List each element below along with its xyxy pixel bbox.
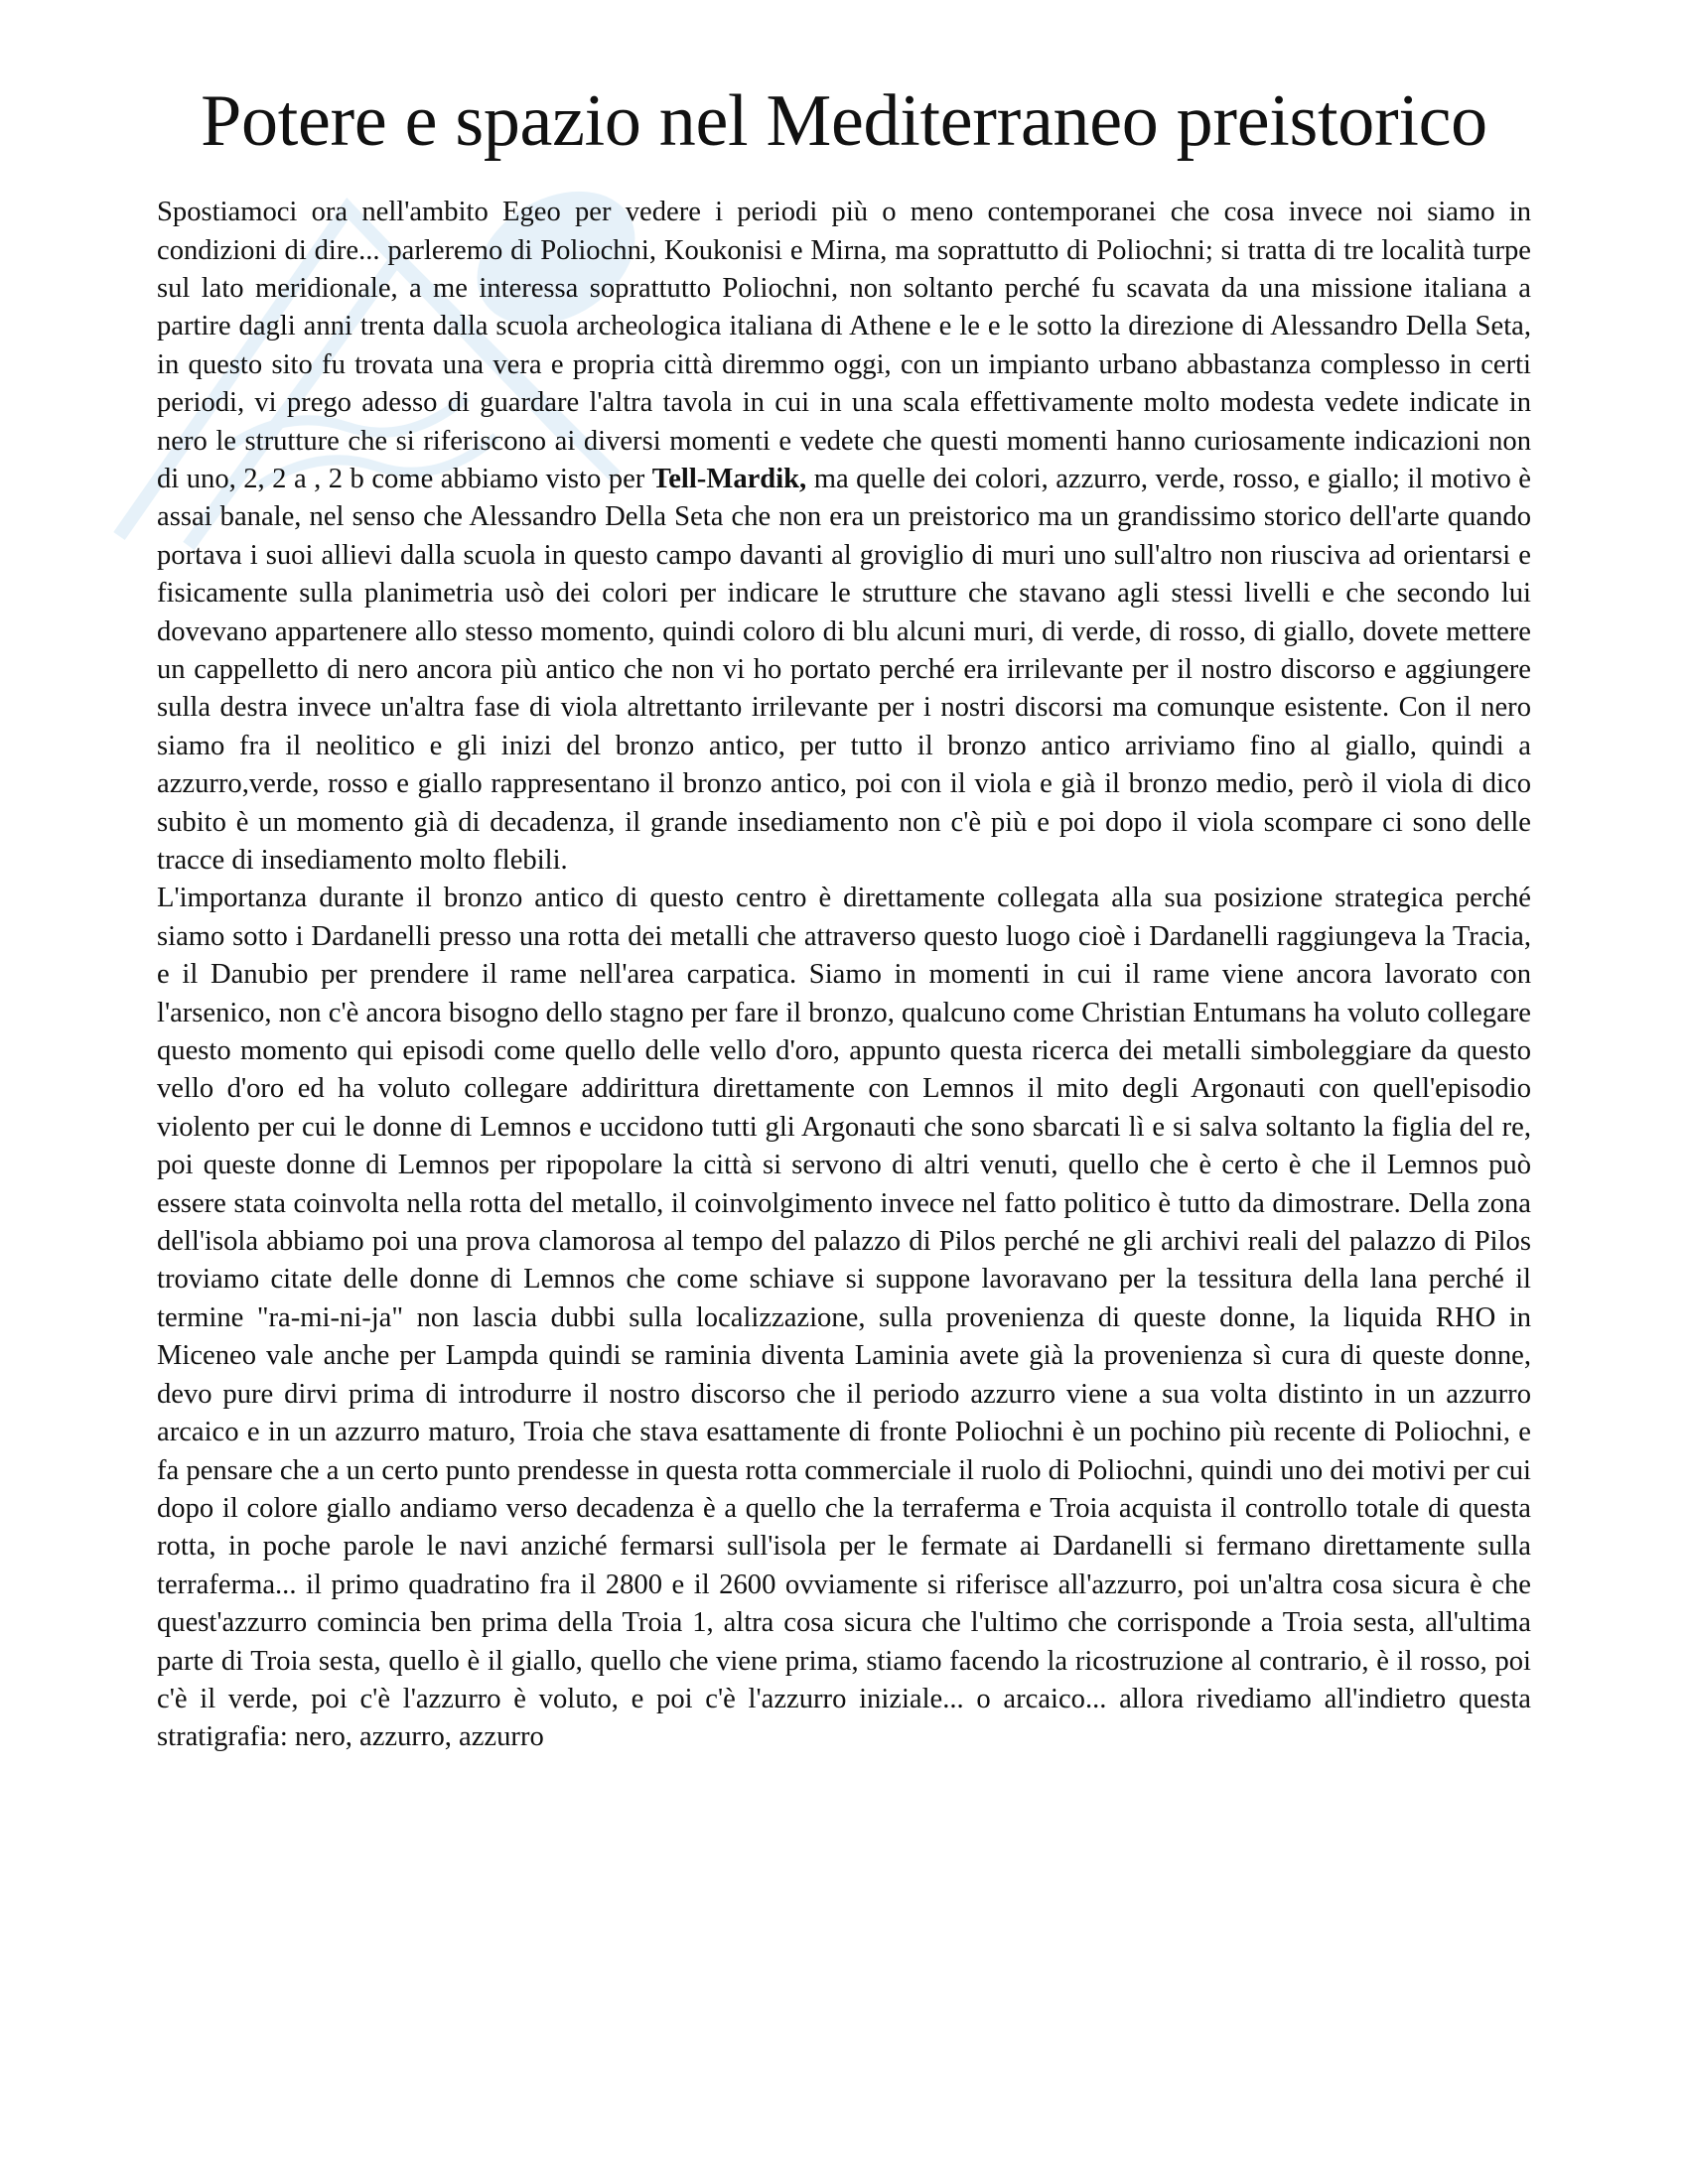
paragraph-1-text-end: ma quelle dei colori, azzurro, verde, rosso, e giallo; il motivo è assai banale, nel senso che Alessandro Della Seta che non era un preistorico ma un grandissimo storico dell'arte quando portava i suoi allievi dalla scuola in questo campo davanti al groviglio di muri uno sull'altro non riusciva ad orientarsi e fisicamente sulla planimetria usò dei colori per indicare le strutture che stavano agli stessi livelli e che secondo lui dovevano appartenere allo stesso momento, quindi coloro di blu alcuni muri, di verde, di rosso, di giallo, dovete mettere un cappelletto di nero ancora più antico che non vi ho portato perché era irrilevante per il nostro discorso e aggiungere sulla destra invece un'altra fase di viola altrettanto irrilevante per i nostri discorsi ma comunque esistente. Con il nero siamo fra il neolitico e gli inizi del bronzo antico, per tutto il bronzo antico arriviamo fino al giallo, quindi a azzurro,verde, rosso e giallo rappresentano il bronzo antico, poi con il viola e già il bronzo medio, però il viola di dico subito è un momento già di decadenza, il grande insediamento non c'è più e poi dopo il viola scompare ci sono delle tracce di insediamento molto flebili. — [157, 463, 1531, 876]
paragraph-1 — [157, 194, 1531, 880]
document-page — [157, 79, 1531, 1757]
paragraph-1-text-start: Spostiamoci ora nell'ambito Egeo per vedere i periodi più o meno contemporanei che cosa invece noi siamo in condizioni di dire... parleremo di Poliochni, Koukonisi e Mirna, ma soprattutto di Poliochni; si tratta di tre località turpe sul lato meridionale, a me interessa soprattutto Poliochni, non soltanto perché fu scavata da una missione italiana a partire dagli anni trenta dalla scuola archeologica italiana di Athene e le e le sotto la direzione di Alessandro Della Seta, in questo sito fu trovata una vera e propria città diremmo oggi, con un impianto urbano abbastanza complesso in certi periodi, vi prego adesso di guardare l'altra tavola in cui in una scala effettivamente molto modesta vedete indicate in nero le strutture che si riferiscono ai diversi momenti e vedete che questi momenti hanno curiosamente indicazioni non di uno, 2, 2 a , 2 b come abbiamo visto per — [157, 197, 1531, 494]
bold-term-tell-mardik: Tell-Mardik, — [651, 463, 807, 494]
document-title: Potere e spazio nel Mediterraneo preistorico — [201, 80, 1487, 162]
paragraph-2: L'importanza durante il bronzo antico di questo centro è direttamente collegata alla sua posizione strategica perché siamo sotto i Dardanelli presso una rotta dei metalli che attraverso questo luogo cioè i Dardanelli raggiungeva la Tracia, e il Danubio per prendere il rame nell'area carpatica. Siamo in momenti in cui il rame viene ancora lavorato con l'arsenico, non c'è ancora bisogno dello stagno per fare il bronzo, qualcuno come Christian Entumans ha voluto collegare questo momento qui episodi come quello delle vello d'oro, appunto questa ricerca dei metalli simboleggiare da questo vello d'oro ed ha voluto collegare addirittura direttamente con Lemnos il mito degli Argonauti con quell'episodio violento per cui le donne di Lemnos e uccidono tutti gli Argonauti che sono sbarcati lì e si salva soltanto la figlia del re, poi queste donne di Lemnos per ripopolare la città si servono di altri venuti, quello che è certo è che il Lemnos può essere stata coinvolta nella rotta del metallo, il coinvolgimento invece nel fatto politico è tutto da dimostrare. Della zona dell'isola abbiamo poi una prova clamorosa al tempo del palazzo di Pilos perché ne gli archivi reali del palazzo di Pilos troviamo citate delle donne di Lemnos che come schiave si suppone lavoravano per la tessitura della lana perché il termine "ra-mi-ni-ja" non lascia dubbi sulla localizzazione, sulla provenienza di queste donne, la liquida RHO in Miceneo vale anche per Lampda quindi se raminia diventa Laminia avete già la provenienza sì cura di queste donne, devo pure dirvi prima di introdurre il nostro discorso che il periodo azzurro viene a sua volta distinto in un azzurro arcaico e in un azzurro maturo, Troia che stava esattamente di fronte Poliochni è un pochino più recente di Poliochni, e fa pensare che a un certo punto prendesse in questa rotta commerciale il ruolo di Poliochni, quindi uno dei motivi per cui dopo il colore giallo andiamo verso decadenza è a quello che la terraferma e Troia acquista il controllo totale di questa rotta, in poche parole le navi anziché fermarsi sull'isola per le fermate ai Dardanelli si fermano direttamente sulla terraferma... il primo quadratino fra il 2800 e il 2600 ovviamente si riferisce all'azzurro, poi un'altra cosa sicura è che quest'azzurro comincia ben prima della Troia 1, altra cosa sicura che l'ultimo che corrisponde a Troia sesta, all'ultima parte di Troia sesta, quello è il giallo, quello che viene prima, stiamo facendo la ricostruzione al contrario, è il rosso, poi c'è il verde, poi c'è l'azzurro è voluto, e poi c'è l'azzurro iniziale... o arcaico... allora rivediamo all'indietro questa stratigrafia: nero, azzurro, azzurro — [157, 883, 1531, 1753]
